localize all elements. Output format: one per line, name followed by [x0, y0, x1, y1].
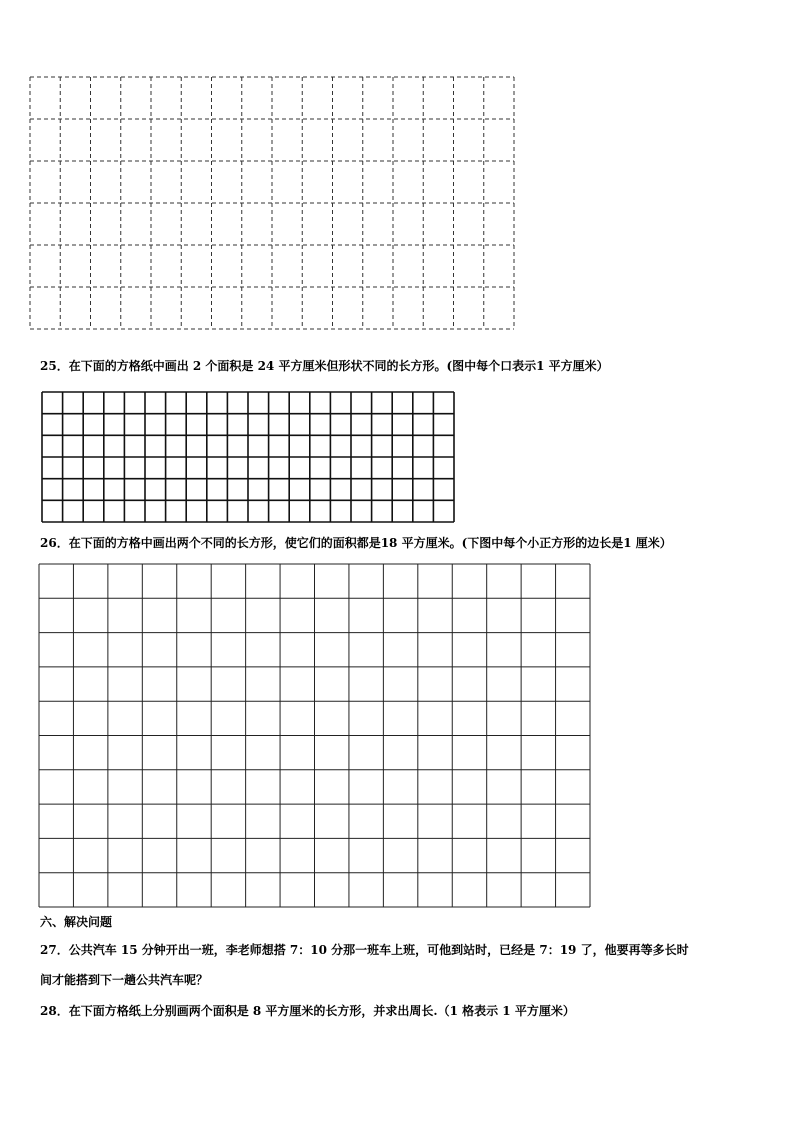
- grid-question-25: [40, 390, 458, 524]
- question-26: 26．在下面的方格中画出两个不同的长方形，使它们的面积都是18 平方厘米。(下图中每个小正方形的边长是1 厘米）: [40, 536, 672, 550]
- grid-question-26: [37, 562, 593, 910]
- question-27-line-2: 间才能搭到下一趟公共汽车呢？: [40, 973, 209, 987]
- dashed-grid-top: [28, 75, 518, 333]
- section-heading-solve-problems: 六、解决问题: [40, 915, 113, 929]
- question-28: 28．在下面方格纸上分别画两个面积是 8 平方厘米的长方形，并求出周长.（1 格表示 1 平方厘米）: [40, 1004, 575, 1018]
- question-27-line-1: 27．公共汽车 15 分钟开出一班，李老师想搭 7：10 分那一班车上班，可他到站时，已经是 7：19 了，他要再等多长时: [40, 943, 689, 957]
- question-25: 25．在下面的方格纸中画出 2 个面积是 24 平方厘米但形状不同的长方形。(图中每个口表示1 平方厘米）: [40, 359, 609, 373]
